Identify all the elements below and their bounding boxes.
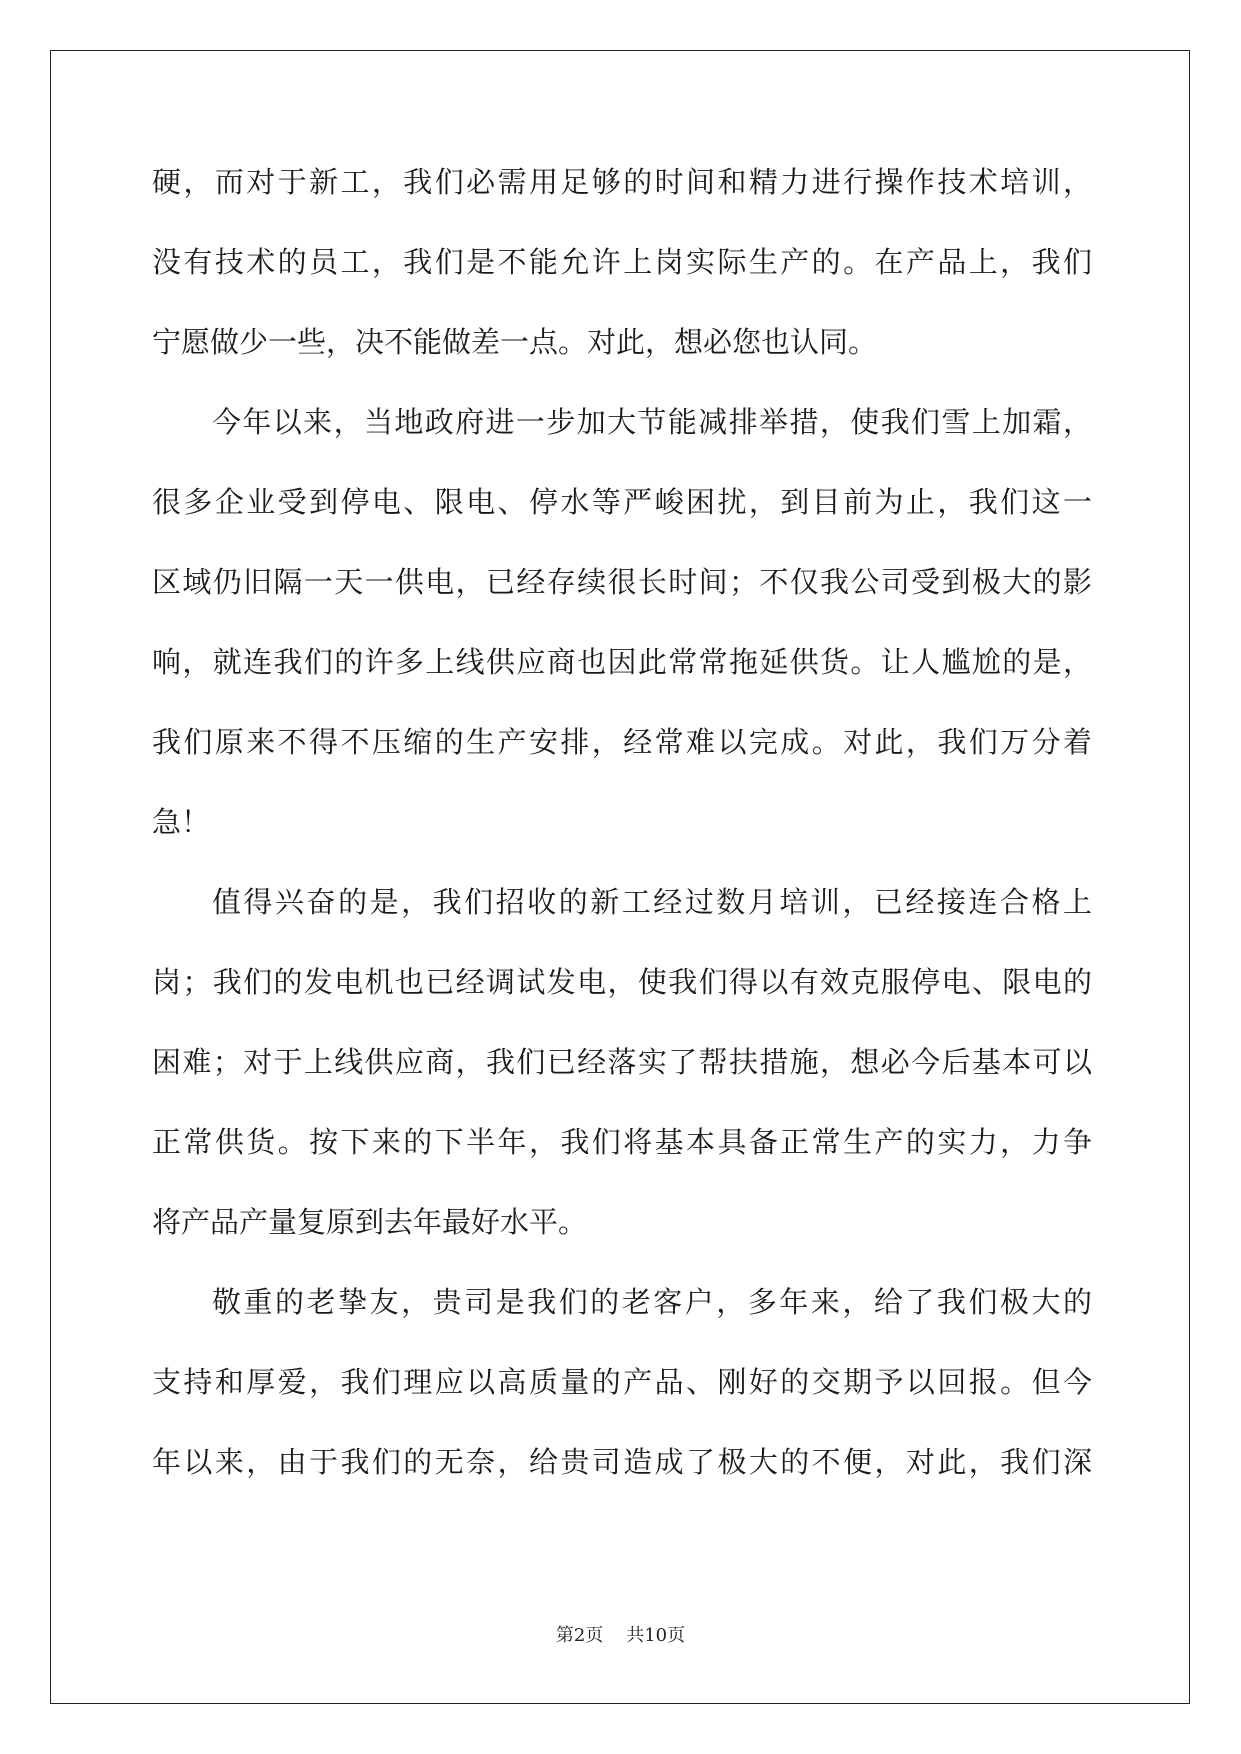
- text-line: 区域仍旧隔一天一供电，已经存续很长时间；不仅我公司受到极大的影: [152, 565, 1092, 599]
- text-line: 没有技术的员工，我们是不能允许上岗实际生产的。在产品上，我们: [152, 245, 1092, 279]
- text-line: 将产品产量复原到去年最好水平。: [152, 1205, 588, 1239]
- text-line: 敬重的老挚友，贵司是我们的老客户，多年来，给了我们极大的: [212, 1285, 1092, 1319]
- text-line: 很多企业受到停电、限电、停水等严峻困扰，到目前为止，我们这一: [152, 485, 1092, 519]
- text-line: 正常供货。按下来的下半年，我们将基本具备正常生产的实力，力争: [152, 1125, 1092, 1159]
- text-line: 响，就连我们的许多上线供应商也因此常常拖延供货。让人尴尬的是，: [152, 645, 1092, 679]
- page-footer: [0, 1621, 1241, 1647]
- document-body: [152, 152, 1092, 1512]
- text-line: 支持和厚爱，我们理应以高质量的产品、刚好的交期予以回报。但今: [152, 1365, 1092, 1399]
- text-line: 我们原来不得不压缩的生产安排，经常难以完成。对此，我们万分着: [152, 725, 1092, 759]
- text-line: 年以来，由于我们的无奈，给贵司造成了极大的不便，对此，我们深: [152, 1445, 1092, 1479]
- text-line: 今年以来，当地政府进一步加大节能减排举措，使我们雪上加霜，: [212, 405, 1092, 439]
- text-line: 硬，而对于新工，我们必需用足够的时间和精力进行操作技术培训，: [152, 165, 1092, 199]
- text-line: 岗；我们的发电机也已经调试发电，使我们得以有效克服停电、限电的: [152, 965, 1092, 999]
- text-line: 急！: [152, 805, 211, 839]
- text-line: 值得兴奋的是，我们招收的新工经过数月培训，已经接连合格上: [212, 885, 1092, 919]
- page-total: 共10页: [626, 1625, 686, 1646]
- page-number: 第2页: [555, 1625, 604, 1646]
- text-line: 困难；对于上线供应商，我们已经落实了帮扶措施，想必今后基本可以: [152, 1045, 1092, 1079]
- text-line: 宁愿做少一些，决不能做差一点。对此，想必您也认同。: [152, 325, 878, 359]
